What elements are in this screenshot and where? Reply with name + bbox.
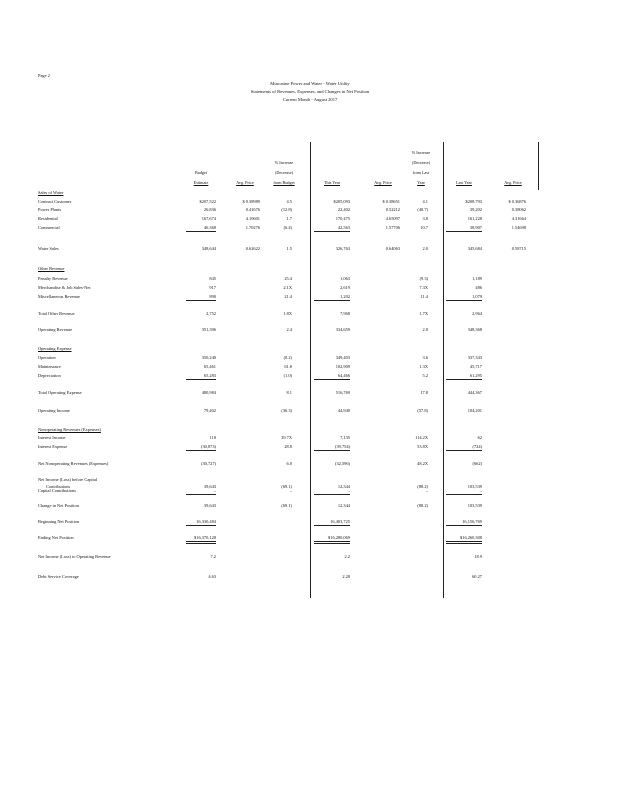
cell-avg3: 0.38062 — [511, 207, 526, 212]
cell-budget: 480,984 — [201, 390, 216, 395]
cell-pctb: 39.7X — [281, 435, 292, 440]
cell-avg1: 1.70276 — [245, 225, 260, 230]
row-label: Debt Service Coverage — [38, 574, 79, 579]
cell-pctl: 1.3X — [419, 364, 428, 369]
section-heading: Operating Expense — [38, 346, 72, 351]
cell-pctl: 1.7X — [419, 311, 428, 316]
cell-pctb: (69.1) — [281, 503, 292, 508]
cell-ly: 161,228 — [467, 216, 482, 221]
cell-avg2: 0.64063 — [385, 246, 400, 251]
cell-ty: 2,619 — [340, 285, 350, 290]
cell-ty: – — [347, 488, 350, 493]
cell-ly: 16,156,769 — [462, 519, 482, 524]
row-label: Water Sales — [38, 246, 59, 251]
row-label: Merchandise & Job Sales-Net — [38, 285, 91, 290]
cell-pctl: 4.1 — [422, 199, 428, 204]
total-rule — [446, 379, 482, 380]
cell-budget: 167,674 — [201, 216, 216, 221]
cell-avg3: 0.58715 — [511, 246, 526, 251]
cell-pctl: (9.3) — [419, 276, 428, 281]
cell-ty: 349,403 — [335, 355, 350, 360]
row-label: Depreciation — [38, 373, 61, 378]
cell-pctb: 21.4 — [284, 294, 292, 299]
row-label: Interest Expense — [38, 444, 68, 449]
title-line-2: Statements of Revenues, Expenses, and Changes in Net Position — [250, 89, 370, 94]
cell-ty: 102,909 — [335, 364, 350, 369]
header-this-year: This Year — [323, 180, 341, 185]
cell-pctb: (6.4) — [283, 225, 292, 230]
cell-ly: $16,260,308 — [460, 535, 482, 540]
cell-budget: 350,240 — [201, 355, 216, 360]
title-line-3: Current Month - August 2017 — [282, 97, 338, 102]
cell-ly: 18.9 — [474, 554, 482, 559]
total-rule — [186, 379, 216, 380]
cell-avg3: $ 0.36876 — [508, 199, 526, 204]
cell-pctb: 28.8 — [284, 444, 292, 449]
cell-avg1: 0.62622 — [245, 246, 260, 251]
cell-ly: 103,539 — [467, 503, 482, 508]
header-pct-last-3: from Last — [412, 170, 430, 175]
cell-avg3: 1.54698 — [511, 225, 526, 230]
cell-pctl: 114.2X — [415, 435, 428, 440]
cell-ty: 44,940 — [337, 408, 350, 413]
cell-pctl: (57.8) — [417, 408, 428, 413]
cell-ty: 170,475 — [335, 216, 350, 221]
total-rule — [186, 231, 216, 232]
cell-pctl: 3.8 — [422, 216, 428, 221]
header-last-year: Last Year — [456, 180, 472, 185]
cell-avg3: 4.31664 — [511, 216, 526, 221]
cell-pctb: 4.5 — [286, 199, 292, 204]
cell-ly: 60.27 — [472, 574, 482, 579]
row-label: Interest Income — [38, 435, 66, 440]
cell-pctb: 6.0 — [286, 461, 292, 466]
cell-budget: 39,643 — [203, 503, 216, 508]
header-pct-last-4: Year — [417, 180, 425, 185]
cell-ly: 61,295 — [469, 373, 482, 378]
cell-budget: 65,461 — [203, 364, 216, 369]
cell-avg2: 0.52212 — [385, 207, 400, 212]
header-budget-1: Budget — [194, 170, 208, 175]
cell-pctl: 10.7 — [420, 225, 428, 230]
cell-ly: 103,539 — [467, 484, 482, 489]
cell-ly: 39,202 — [469, 207, 482, 212]
cell-budget: (30,727) — [201, 461, 216, 466]
cell-pctb: 1.5 — [286, 246, 292, 251]
column-divider-last-year-right — [538, 142, 539, 190]
cell-ty: (32,596) — [335, 461, 350, 466]
cell-pctl: 17.8 — [420, 390, 428, 395]
cell-budget: 118 — [209, 435, 216, 440]
cell-pctl: 7.3X — [419, 285, 428, 290]
cell-pctl: 5.2 — [422, 373, 428, 378]
cell-ty: 2.28 — [342, 574, 350, 579]
total-rule — [186, 300, 216, 301]
total-rule — [314, 300, 350, 301]
section-heading: Sales of Water — [38, 190, 64, 195]
row-label: Net Income (Loss) before Capital — [38, 477, 98, 482]
cell-ty: 7,968 — [340, 311, 350, 316]
header-pct-last-1: % Increase — [411, 150, 431, 155]
row-label: Miscellaneous Revenue — [38, 294, 80, 299]
cell-budget: 46,368 — [203, 225, 216, 230]
total-rule — [446, 494, 482, 495]
total-rule — [314, 450, 350, 451]
cell-pctb: 2.1X — [283, 285, 292, 290]
row-label: Operation — [38, 355, 56, 360]
cell-ly: 337,343 — [467, 355, 482, 360]
cell-pctb: 25.4 — [284, 276, 292, 281]
cell-budget: 2,752 — [206, 311, 216, 316]
cell-budget: 26,836 — [203, 207, 216, 212]
cell-pctb: 1.8X — [283, 311, 292, 316]
cell-budget: 348,644 — [201, 246, 216, 251]
cell-ty: 334,659 — [335, 327, 350, 332]
cell-pctl: 2.8 — [422, 327, 428, 332]
cell-ty: 12,344 — [337, 484, 350, 489]
cell-pctb: (36.3) — [281, 408, 292, 413]
cell-budget: 917 — [209, 285, 216, 290]
cell-avg1: 4.10601 — [245, 216, 260, 221]
cell-pctl: 53.8X — [417, 444, 428, 449]
cell-ly: 2,964 — [472, 311, 482, 316]
cell-ly: 62 — [477, 435, 482, 440]
header-pct-budget-2: (Decrease) — [274, 170, 294, 175]
total-rule — [186, 450, 216, 451]
cell-pctl: 48.2X — [417, 461, 428, 466]
cell-budget: 351,396 — [201, 327, 216, 332]
row-label-continued: Contributions — [46, 484, 71, 489]
row-label: Change in Net Position — [38, 503, 79, 508]
cell-budget: 79,402 — [203, 408, 216, 413]
cell-budget: 7.2 — [210, 554, 216, 559]
cell-ty: 42,563 — [337, 225, 350, 230]
row-label: Operating Revenue — [38, 327, 73, 332]
row-label: Residential — [38, 216, 58, 221]
row-label: Net Nonoperating Revenues (Expenses) — [38, 461, 109, 466]
cell-pctl: 3.6 — [422, 355, 428, 360]
cell-ty: 22,402 — [337, 207, 350, 212]
cell-ty: $205,093 — [333, 199, 350, 204]
double-total-rule — [314, 543, 350, 544]
row-label: Capital Contributions — [38, 488, 76, 493]
cell-ly: 1,189 — [472, 276, 482, 281]
row-label: Net Income (Loss) to Operating Revenue — [38, 554, 111, 559]
cell-pctl: – — [425, 488, 428, 493]
row-label: Total Operating Expense — [38, 390, 82, 395]
cell-avg2: 1.57706 — [385, 225, 400, 230]
total-rule — [314, 525, 350, 526]
cell-ly: (662) — [472, 461, 482, 466]
total-rule — [314, 494, 350, 495]
double-total-rule — [446, 543, 482, 544]
cell-pctb: (12.8) — [281, 207, 292, 212]
cell-ty: 516,769 — [335, 390, 350, 395]
cell-pctb: (69.1) — [281, 484, 292, 489]
cell-ly: 38,907 — [469, 225, 482, 230]
cell-pctb: 1.7 — [286, 216, 292, 221]
cell-ly: 345,684 — [467, 246, 482, 251]
row-label: Penalty Revenue — [38, 276, 68, 281]
header-avg-price-3: Avg. Price — [504, 180, 522, 185]
total-rule — [186, 494, 216, 495]
cell-ty: $16,280,069 — [328, 535, 350, 540]
column-divider-last-year-left — [443, 142, 444, 598]
cell-pctl: (88.2) — [417, 503, 428, 508]
cell-ty: 1,063 — [340, 276, 350, 281]
total-rule — [314, 379, 350, 380]
row-label: Total Other Revenue — [38, 311, 75, 316]
cell-ly: 486 — [475, 285, 482, 290]
cell-ty: 2.2 — [344, 554, 350, 559]
cell-budget: 39,643 — [203, 484, 216, 489]
title-line-1: Muscatine Power and Water - Water Utility — [270, 81, 350, 86]
header-budget-2: Estimate — [193, 180, 209, 185]
row-label: Ending Net Position — [38, 535, 74, 540]
cell-pctl: (40.7) — [417, 207, 428, 212]
cell-pctl: 2.0 — [422, 246, 428, 251]
cell-ly: $208,793 — [465, 199, 482, 204]
total-rule — [446, 525, 482, 526]
section-heading: Other Revenue — [38, 266, 65, 271]
cell-pctb: 8.1 — [286, 390, 292, 395]
cell-budget: 890 — [209, 294, 216, 299]
cell-pctb: (0.2) — [283, 355, 292, 360]
cell-ly: – — [479, 488, 482, 493]
section-heading: Nonoperating Revenues (Expenses) — [38, 427, 101, 432]
cell-ly: 348,368 — [467, 327, 482, 332]
cell-pctl: 11.4 — [420, 294, 428, 299]
row-label: Power Plants — [38, 207, 62, 212]
cell-pctb: (1.0) — [283, 373, 292, 378]
cell-ty: 326,763 — [335, 246, 350, 251]
cell-ty: 16,403,725 — [330, 519, 350, 524]
header-pct-budget-1: % Increase — [274, 160, 294, 165]
cell-budget: $16,370,128 — [194, 535, 216, 540]
cell-avg2: $ 0.38651 — [382, 199, 400, 204]
cell-budget: 65,283 — [203, 373, 216, 378]
total-rule — [446, 300, 482, 301]
cell-budget: 4.63 — [208, 574, 216, 579]
double-total-rule — [186, 543, 216, 544]
cell-pctb: 61.8 — [284, 364, 292, 369]
cell-avg1: $ 0.38989 — [242, 199, 260, 204]
row-label: Beginning Net Position — [38, 519, 80, 524]
header-avg-price-1: Avg. Price — [236, 180, 254, 185]
cell-pctb: – — [289, 488, 292, 493]
cell-ly: 45,717 — [469, 364, 482, 369]
page-label: Page 2 — [38, 73, 50, 78]
cell-ty: 1,202 — [340, 294, 350, 299]
cell-pctb: 2.4 — [286, 327, 292, 332]
cell-ty: 64,466 — [337, 373, 350, 378]
cell-ly: 104,201 — [467, 408, 482, 413]
row-label: Commercial — [38, 225, 60, 230]
cell-budget: (30,873) — [201, 444, 216, 449]
cell-avg1: 0.41676 — [245, 207, 260, 212]
cell-ly: 1,079 — [472, 294, 482, 299]
cell-ty: 12,344 — [337, 503, 350, 508]
cell-ly: 444,367 — [467, 390, 482, 395]
total-rule — [446, 231, 482, 232]
cell-budget: 845 — [209, 276, 216, 281]
cell-avg2: 4.65097 — [385, 216, 400, 221]
column-divider-this-year — [310, 142, 311, 598]
header-avg-price-2: Avg. Price — [374, 180, 392, 185]
cell-ly: (724) — [472, 444, 482, 449]
cell-budget: 16,330,484 — [196, 519, 216, 524]
cell-pctl: (88.2) — [417, 484, 428, 489]
row-label: Contract Customer — [38, 199, 72, 204]
total-rule — [186, 525, 216, 526]
row-label: Operating Income — [38, 408, 70, 413]
cell-budget: $207,522 — [199, 199, 216, 204]
header-pct-last-2: (Decrease) — [411, 160, 431, 165]
cell-ty: 7,135 — [340, 435, 350, 440]
cell-ty: (39,754) — [335, 444, 350, 449]
total-rule — [446, 450, 482, 451]
cell-budget: – — [213, 488, 216, 493]
header-pct-budget-3: from Budget — [273, 180, 295, 185]
row-label: Maintenance — [38, 364, 61, 369]
total-rule — [314, 231, 350, 232]
